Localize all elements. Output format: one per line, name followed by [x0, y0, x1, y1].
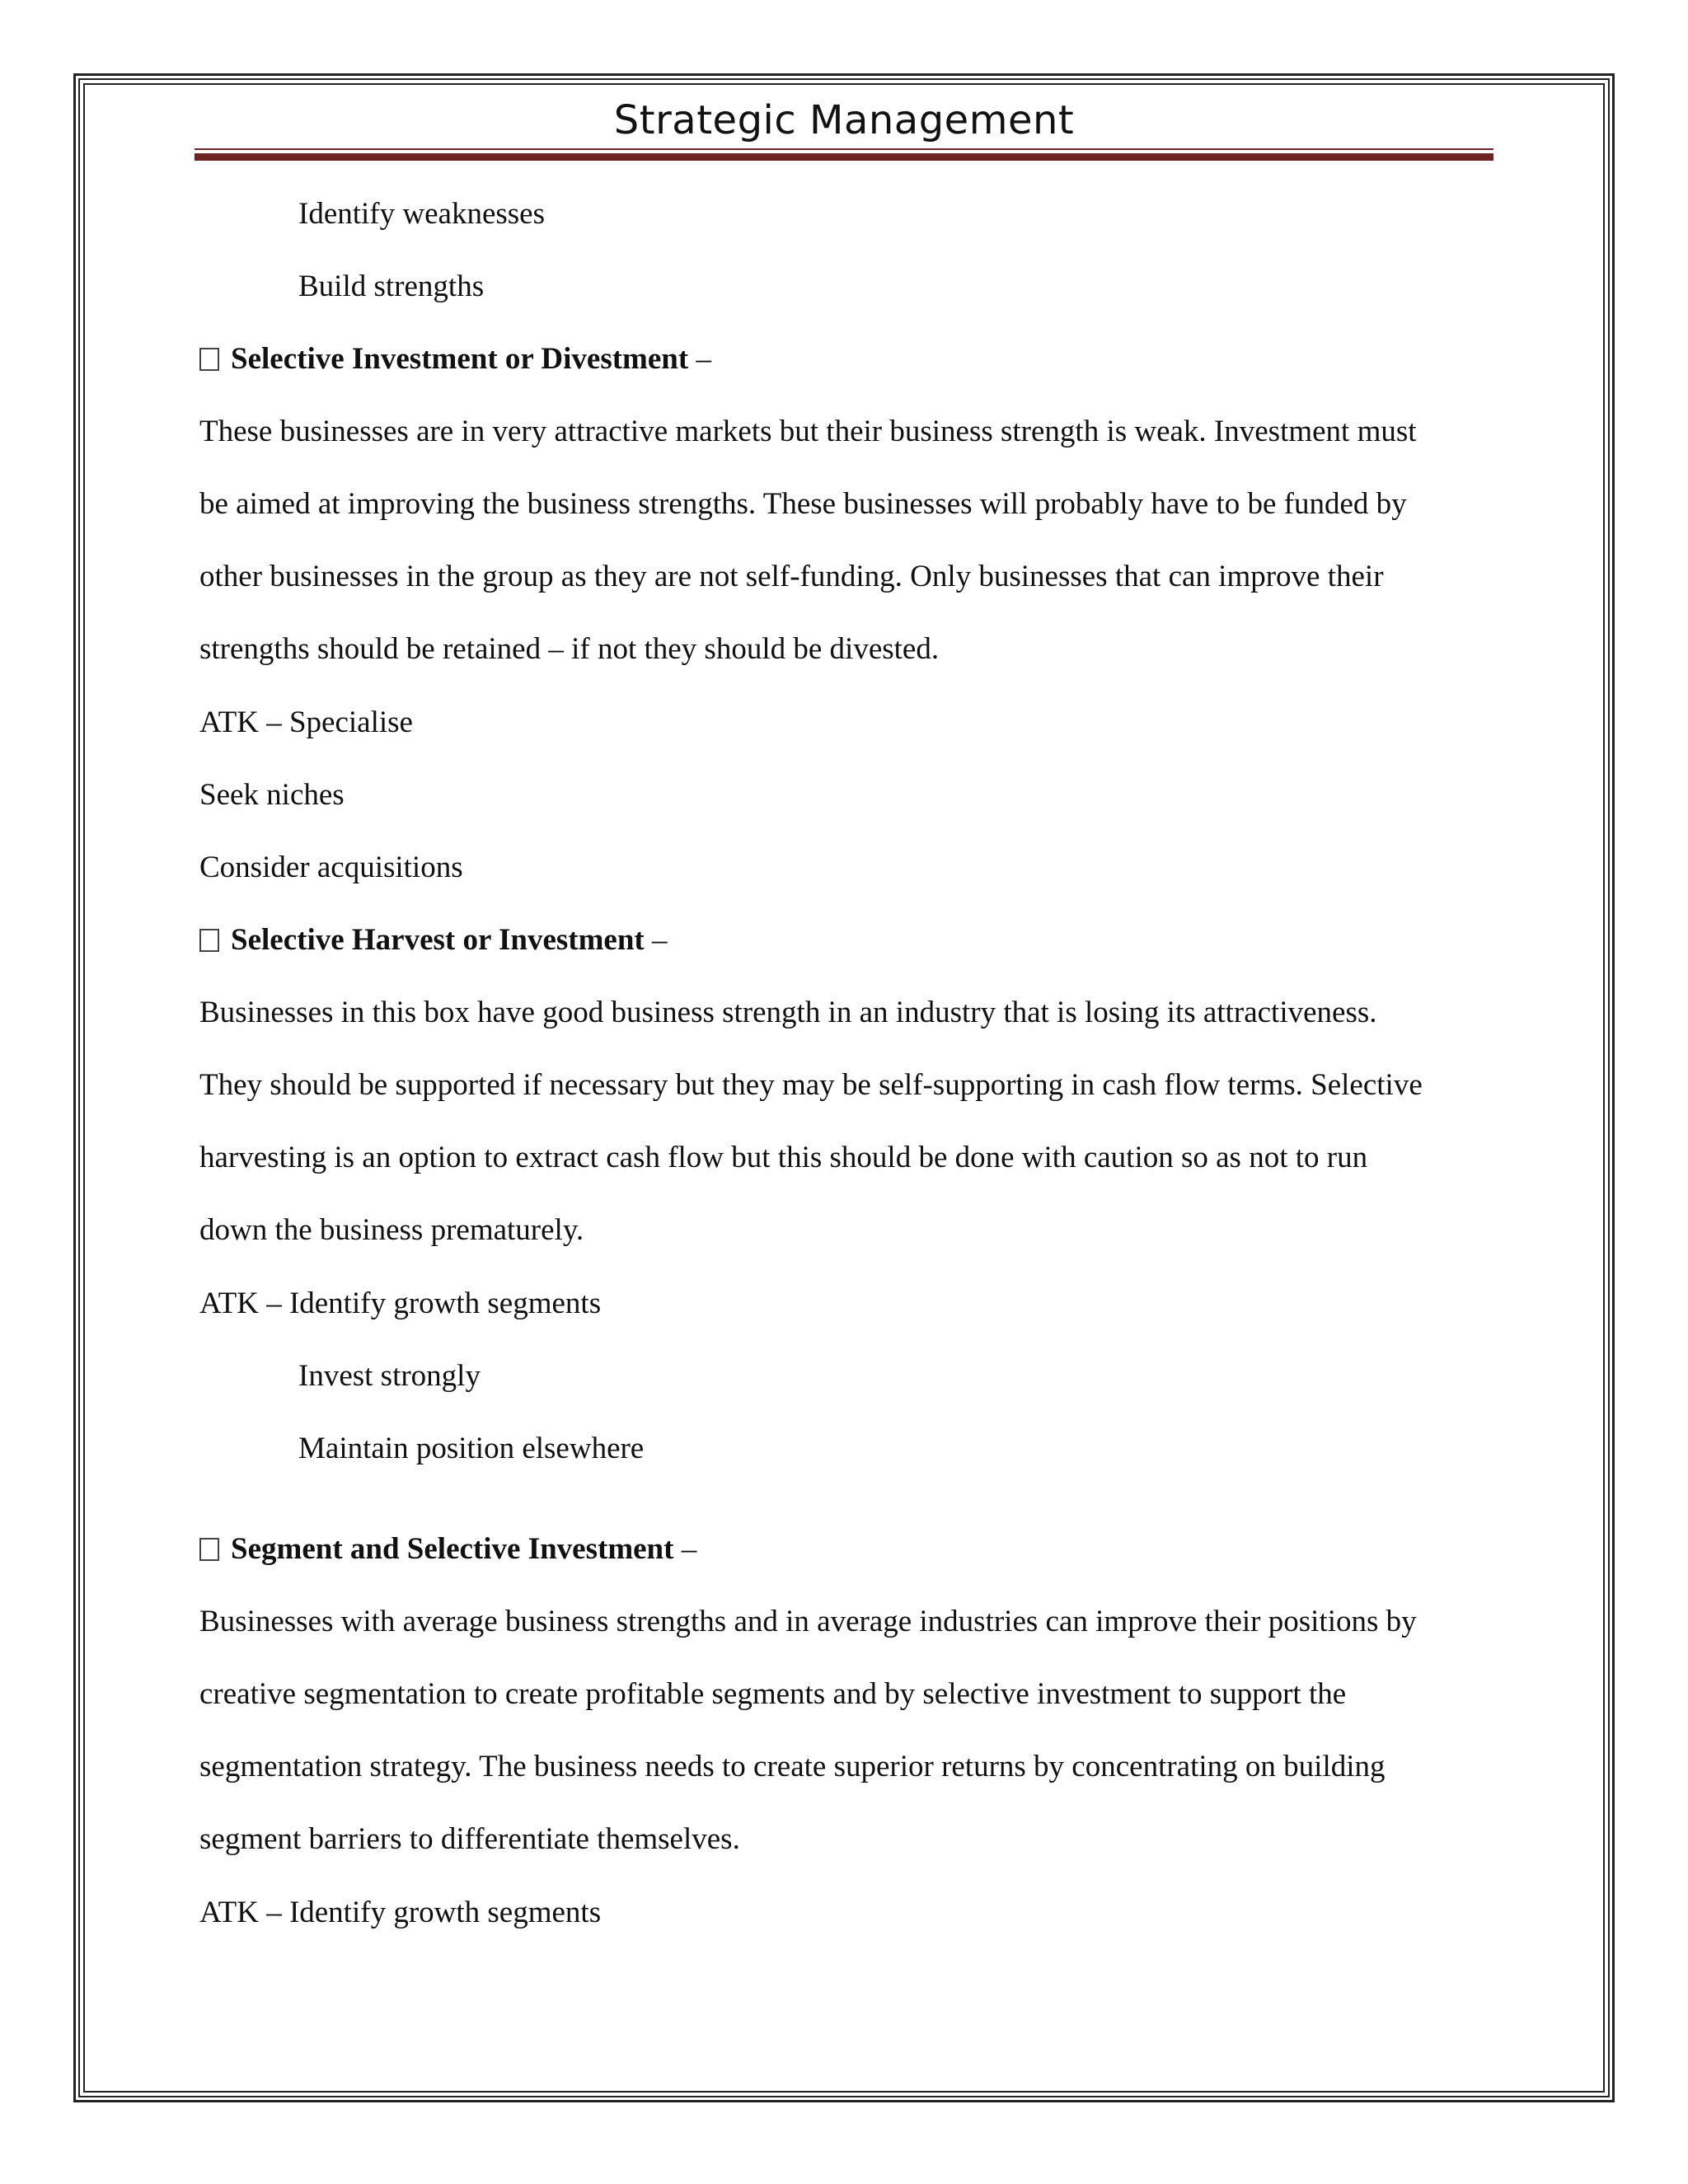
heading-dash: – [673, 1532, 697, 1566]
section-heading-selective-harvest-investment [199, 922, 668, 958]
heading-dash: – [688, 342, 711, 376]
paragraph-line: segmentation strategy. The business needs to create superior returns by concentrating on building [199, 1750, 1386, 1783]
list-item-maintain-position: Maintain position elsewhere [298, 1432, 645, 1465]
paragraph-line: Businesses in this box have good business strength in an industry that is losing its attractiveness. [199, 996, 1377, 1029]
paragraph-line: strengths should be retained – if not they should be divested. [199, 632, 940, 666]
paragraph-line: They should be supported if necessary but they may be self-supporting in cash flow terms. Selective [199, 1068, 1423, 1102]
paragraph-line: down the business prematurely. [199, 1213, 584, 1247]
atk-specialise: ATK – Specialise [199, 705, 413, 739]
atk-identify-growth-segments-2: ATK – Identify growth segments [199, 1896, 602, 1929]
heading-dash: – [644, 923, 668, 957]
paragraph-line: These businesses are in very attractive markets but their business strength is weak. Investment must [199, 415, 1417, 448]
paragraph-line: segment barriers to differentiate themselves. [199, 1822, 740, 1856]
paragraph-selective-harvest [199, 977, 1518, 1267]
paragraph-line: Businesses with average business strengths and in average industries can improve their positions by [199, 1605, 1417, 1638]
paragraph-line: harvesting is an option to extract cash flow but this should be done with caution so as not to run [199, 1141, 1368, 1174]
checkbox-bullet-icon [199, 348, 219, 371]
checkbox-bullet-icon [199, 1538, 219, 1561]
paragraph-line: be aimed at improving the business strengths. These businesses will probably have to be funded by [199, 487, 1407, 521]
section-heading-text: Selective Investment or Divestment [231, 342, 689, 376]
list-item-consider-acquisitions: Consider acquisitions [199, 851, 463, 884]
list-item-seek-niches: Seek niches [199, 778, 345, 812]
page-header-title: Strategic Management [613, 97, 1075, 143]
header-rule-thick [195, 153, 1493, 161]
section-heading-text: Selective Harvest or Investment [231, 923, 645, 957]
paragraph-line: other businesses in the group as they are not self-funding. Only businesses that can improve their [199, 560, 1384, 593]
checkbox-bullet-icon [199, 929, 219, 952]
paragraph-selective-investment [199, 396, 1518, 686]
header-rule-thin [195, 148, 1493, 150]
list-item-invest-strongly: Invest strongly [298, 1359, 481, 1393]
list-item-build-strengths: Build strengths [298, 269, 485, 303]
section-heading-segment-selective-investment [199, 1531, 696, 1568]
section-heading-selective-investment-divestment [199, 341, 711, 377]
paragraph-segment-investment [199, 1586, 1518, 1876]
paragraph-line: creative segmentation to create profitable segments and by selective investment to support the [199, 1677, 1347, 1711]
atk-identify-growth-segments: ATK – Identify growth segments [199, 1286, 602, 1320]
list-item-identify-weaknesses: Identify weaknesses [298, 197, 545, 231]
section-heading-text: Segment and Selective Investment [231, 1532, 674, 1566]
